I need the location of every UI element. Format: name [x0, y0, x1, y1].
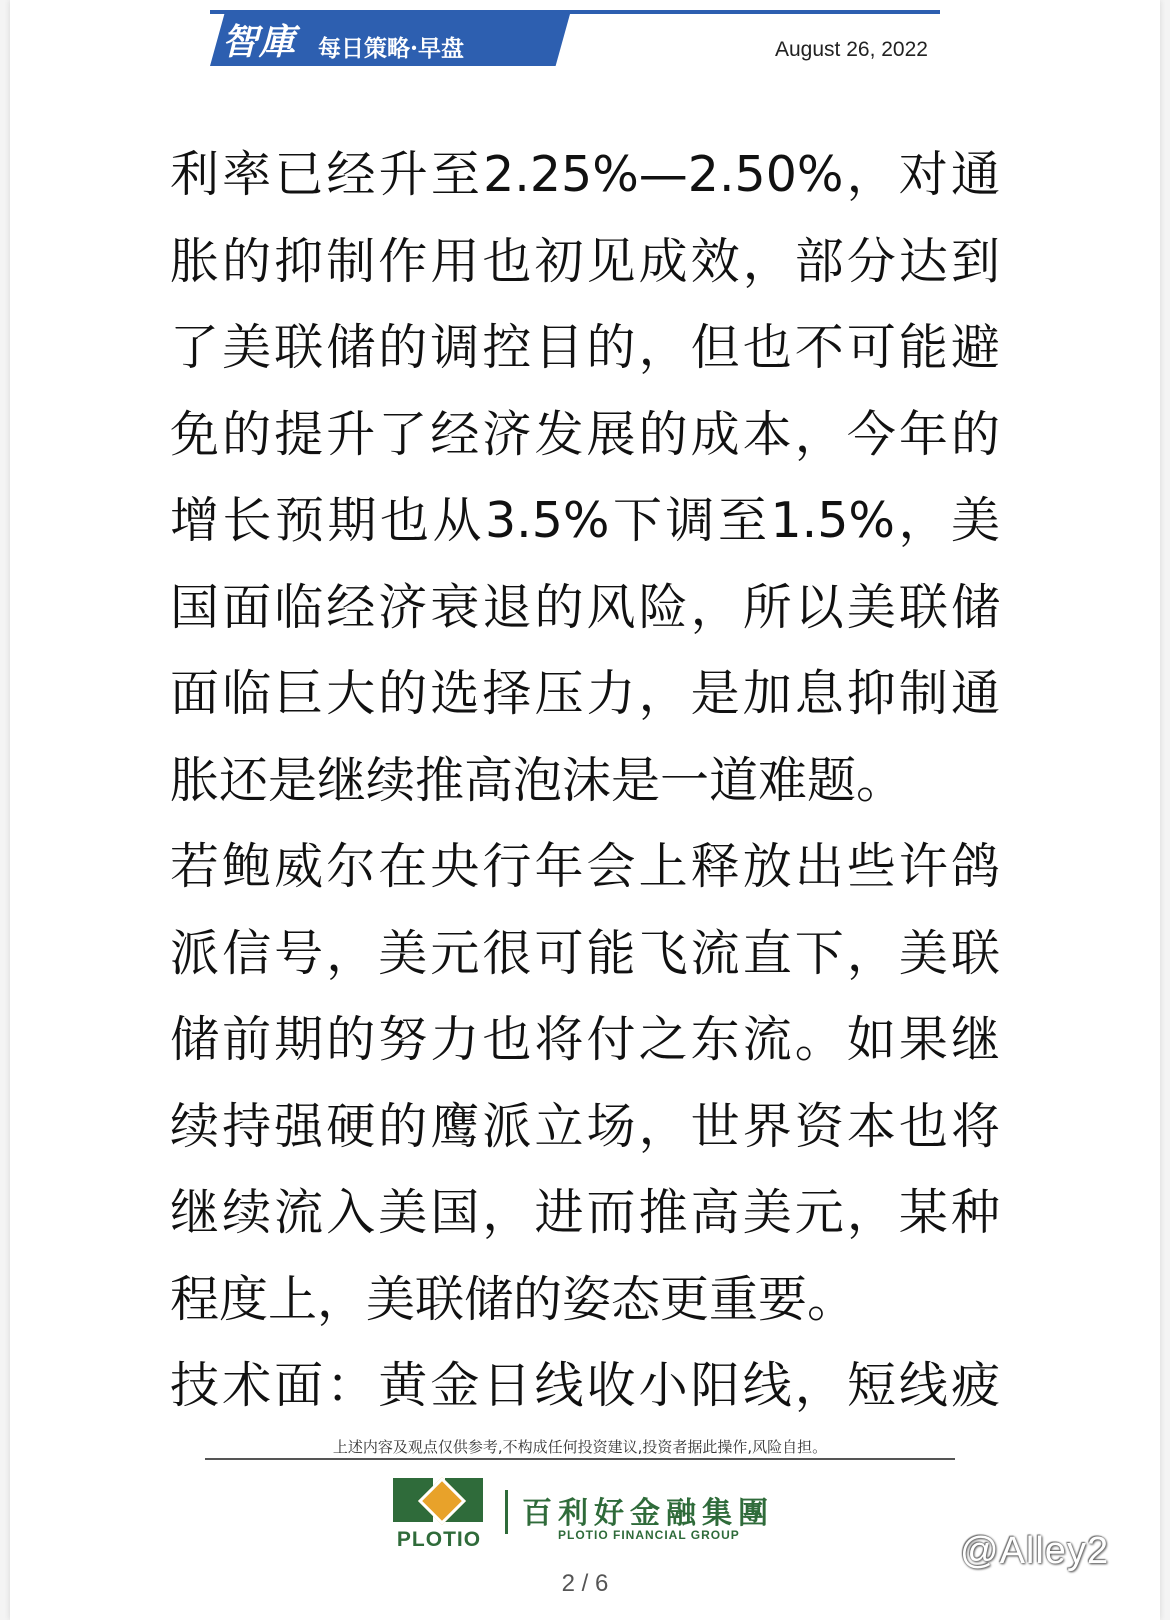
- article-body: [170, 132, 1000, 1430]
- body-line: 免的提升了经济发展的成本，今年的: [170, 405, 1000, 463]
- body-line: 续持强硬的鹰派立场，世界资本也将: [170, 1097, 1000, 1155]
- body-line: 增长预期也从3.5%下调至1.5%，美: [170, 492, 1000, 549]
- body-line: 程度上，美联储的姿态更重要。: [170, 1270, 857, 1328]
- body-line: 利率已经升至2.25%—2.50%，对通: [170, 146, 1000, 203]
- body-line: 胀的抑制作用也初见成效，部分达到: [170, 232, 1000, 290]
- page-indicator: 2 / 6: [561, 1570, 609, 1597]
- header-rule: [210, 10, 940, 14]
- watermark: [960, 1530, 1109, 1573]
- body-line: 派信号，美元很可能飞流直下，美联: [170, 924, 1000, 982]
- body-line: 储前期的努力也将付之东流。如果继: [170, 1011, 1000, 1068]
- body-line: 若鲍威尔在央行年会上释放出些许鸽: [170, 838, 1000, 895]
- group-name-chinese: 百利好金融集團: [522, 1496, 774, 1531]
- disclaimer-text: 上述内容及观点仅供参考,不构成任何投资建议,投资者据此操作,风险自担。: [332, 1438, 828, 1456]
- body-line: 国面临经济衰退的风险，所以美联储: [170, 578, 1000, 636]
- logo-divider: [505, 1490, 508, 1534]
- watermark-text: @Alley2: [960, 1530, 1110, 1572]
- disclaimer-rule: [205, 1458, 955, 1460]
- body-line: 继续流入美国，进而推高美元，某种: [170, 1184, 1000, 1241]
- plotio-logo-icon: [393, 1478, 485, 1526]
- report-header: [200, 8, 940, 68]
- body-line: 胀还是继续推高泡沫是一道难题。: [170, 751, 906, 809]
- body-line: 了美联储的调控目的，但也不可能避: [170, 319, 1000, 376]
- brand-subtitle: 每日策略·早盘: [318, 35, 465, 62]
- logo-wordmark: PLOTIO: [396, 1528, 482, 1551]
- body-line: 技术面：黄金日线收小阳线，短线疲: [170, 1357, 1000, 1414]
- brand-title: 智庫: [222, 21, 297, 63]
- report-date: August 26, 2022: [775, 38, 928, 61]
- body-line: 面临巨大的选择压力，是加息抑制通: [170, 665, 1000, 722]
- group-name-english: PLOTIO FINANCIAL GROUP: [558, 1528, 740, 1542]
